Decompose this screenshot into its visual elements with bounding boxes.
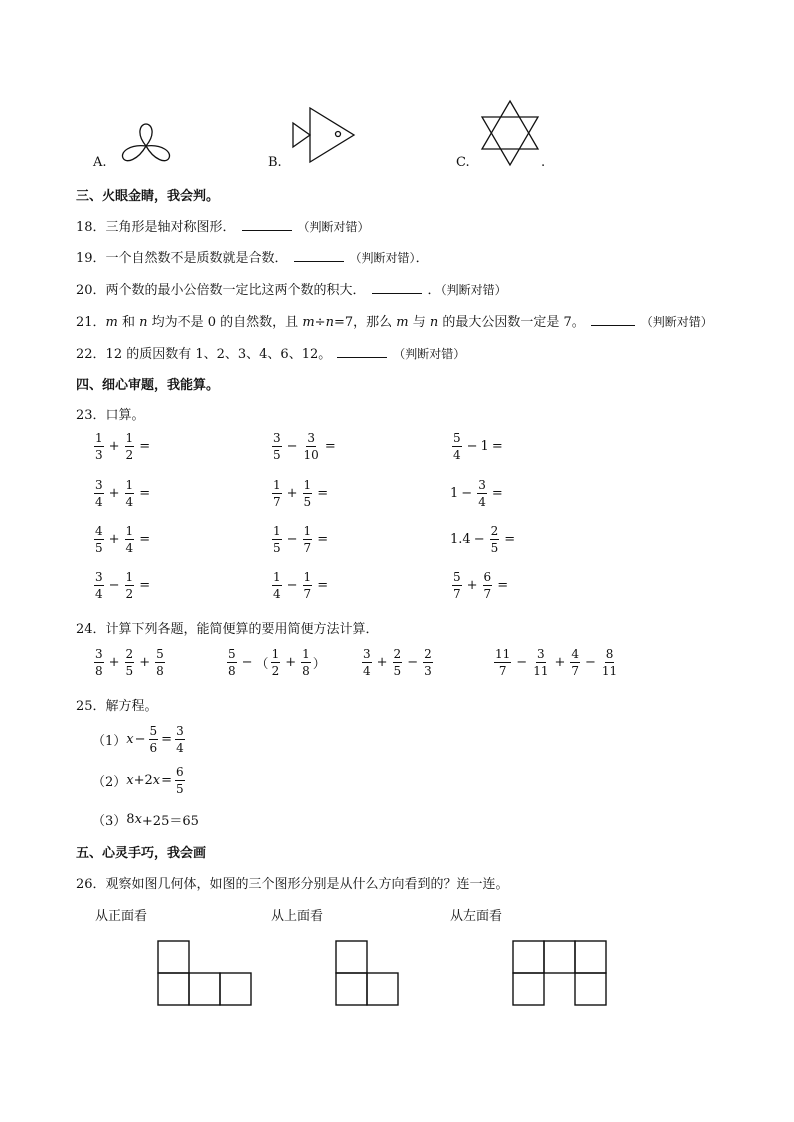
fraction: $\frac{3}{5}$ xyxy=(273,431,281,462)
operator: + xyxy=(286,486,298,501)
question-18 xyxy=(76,216,370,235)
equation-1: （1） x − $\frac{5}{6}$ = $\frac{3}{4}$ xyxy=(92,724,184,755)
fraction: $\frac{6}{7}$ xyxy=(483,570,492,601)
mental-math-item xyxy=(92,571,153,600)
fraction: $\frac{3}{8}$ xyxy=(95,647,103,678)
equals-sign: = xyxy=(317,532,329,547)
option-c-suffix: . xyxy=(541,155,546,170)
fraction: $\frac{1}{5}$ xyxy=(303,478,312,509)
fish-figure xyxy=(290,105,360,165)
leading-number: 1.4 xyxy=(450,532,471,547)
section-5-title: 五、心灵手巧，我会画 xyxy=(76,846,207,861)
var-x: x xyxy=(126,773,134,788)
fraction: $\frac{1}{2}$ xyxy=(271,647,280,678)
var-x: x xyxy=(134,812,142,827)
fraction: $\frac{2}{5}$ xyxy=(490,524,499,555)
view-figure-1 xyxy=(157,940,253,1006)
mental-math-item xyxy=(270,525,331,554)
equals-sign: = xyxy=(497,578,509,593)
equation-label: （3） xyxy=(92,814,127,829)
fraction: $\frac{1}{2}$ xyxy=(125,570,134,601)
q21-with: 与 xyxy=(408,315,430,330)
mental-math-item xyxy=(270,432,339,461)
equals-sign: = xyxy=(317,486,329,501)
var-m: m xyxy=(105,315,118,330)
q24-expression-4: $\frac{11}{7}$ − $\frac{3}{11}$ + $\frac{4}{7}$ − $\frac{8}{11}$ xyxy=(495,647,618,678)
q21-mid: 均为不是 0 的自然数，且 xyxy=(147,315,303,330)
fraction: $\frac{1}{4}$ xyxy=(125,478,134,509)
answer-blank-22[interactable] xyxy=(337,347,387,358)
fraction: $\frac{3}{11}$ xyxy=(533,647,549,678)
judge-hint-20: （判断对错） xyxy=(440,283,507,297)
section-4-title: 四、细心审题，我能算。 xyxy=(76,378,220,393)
fraction: $\frac{1}{2}$ xyxy=(125,431,134,462)
fraction: $\frac{4}{7}$ xyxy=(571,647,580,678)
question-21-number: 21． xyxy=(76,315,106,330)
equation-label: （1） xyxy=(92,734,127,749)
question-24: 24．计算下列各题，能简便算的要用简便方法计算． xyxy=(76,622,379,637)
operator: + xyxy=(108,439,120,454)
equals-sign: = xyxy=(139,439,151,454)
option-a-label: A. xyxy=(93,155,107,170)
operator: − xyxy=(466,439,478,454)
q24-expression-3: $\frac{3}{4}$ + $\frac{2}{5}$ − $\frac{2}{3}$ xyxy=(363,647,432,678)
fraction: $\frac{1}{8}$ xyxy=(302,647,310,678)
fraction: $\frac{5}{6}$ xyxy=(149,724,158,755)
fraction: $\frac{11}{7}$ xyxy=(495,647,511,678)
operator: + xyxy=(108,532,120,547)
equals-sign: = xyxy=(324,439,336,454)
question-19-end: ． xyxy=(415,251,429,266)
question-19 xyxy=(76,247,429,266)
fraction: $\frac{1}{7}$ xyxy=(273,478,281,509)
fraction: $\frac{2}{3}$ xyxy=(424,647,432,678)
view-label-left: 从左面看 xyxy=(450,909,503,924)
equals-sign: = xyxy=(139,486,151,501)
mental-math-item xyxy=(450,432,506,461)
equation-3 xyxy=(92,810,199,829)
option-c-label: C. xyxy=(456,155,470,170)
question-23: 23．口算。 xyxy=(76,408,145,423)
question-18-text: 18．三角形是轴对称图形． xyxy=(76,220,236,235)
operator: − xyxy=(286,578,298,593)
question-22-text: 22．12 的质因数有 1、2、3、4、6、12。 xyxy=(76,347,332,362)
left-paren: （ xyxy=(255,657,269,672)
operator: + xyxy=(466,578,478,593)
question-26: 26．观察如图几何体，如图的三个图形分别是从什么方向看到的？连一连。 xyxy=(76,877,509,892)
operator: − xyxy=(286,439,298,454)
question-19-text: 19．一个自然数不是质数就是合数． xyxy=(76,251,288,266)
question-21 xyxy=(76,311,713,330)
q24-expression-2: $\frac{5}{8}$ − （ $\frac{1}{2}$ + $\frac{1}{8}$ ） xyxy=(228,647,326,678)
fraction: $\frac{5}{4}$ xyxy=(453,431,461,462)
answer-blank-20[interactable] xyxy=(372,283,422,294)
equation-rest: +25＝65 xyxy=(141,814,199,829)
q21-eq: =7，那么 xyxy=(333,315,397,330)
question-20-end: ． xyxy=(427,283,441,298)
judge-hint-18: （判断对错） xyxy=(297,220,370,234)
fraction: $\frac{8}{11}$ xyxy=(601,647,618,678)
fraction: $\frac{4}{5}$ xyxy=(95,524,103,555)
fraction: $\frac{6}{5}$ xyxy=(176,765,184,796)
answer-blank-19[interactable] xyxy=(294,251,344,262)
operator: − xyxy=(286,532,298,547)
equals-sign: = xyxy=(491,439,503,454)
view-label-front: 从正面看 xyxy=(95,909,148,924)
fraction: $\frac{3}{4}$ xyxy=(363,647,371,678)
fraction: $\frac{1}{7}$ xyxy=(303,570,312,601)
operator: − xyxy=(461,486,473,501)
view-figure-2 xyxy=(335,940,401,1006)
operator: − xyxy=(108,578,120,593)
equals-sign: = xyxy=(139,578,151,593)
fraction: $\frac{1}{4}$ xyxy=(273,570,281,601)
operator: + xyxy=(108,486,120,501)
var-n: n xyxy=(139,315,148,330)
var-n: n xyxy=(429,315,439,330)
fraction: $\frac{5}{7}$ xyxy=(453,570,461,601)
var-x: x xyxy=(126,732,134,747)
fraction: $\frac{2}{5}$ xyxy=(125,647,134,678)
q21-tail: 的最大公因数一定是 7。 xyxy=(438,315,585,330)
question-20-text: 20．两个数的最小公倍数一定比这两个数的积大． xyxy=(76,283,366,298)
option-b-label: B. xyxy=(268,155,282,170)
right-paren: ） xyxy=(312,657,326,672)
var-n: n xyxy=(325,315,334,330)
mental-math-item xyxy=(450,479,506,508)
fraction: $\frac{3}{4}$ xyxy=(95,478,103,509)
section-3-title: 三、火眼金睛，我会判。 xyxy=(76,189,220,204)
q21-and: 和 xyxy=(117,315,140,330)
answer-blank-18[interactable] xyxy=(242,220,292,231)
view-figure-3 xyxy=(512,940,608,1006)
judge-hint-19: （判断对错） xyxy=(349,251,416,265)
plus-term: +2 xyxy=(133,773,153,788)
question-22 xyxy=(76,343,465,362)
mental-math-item xyxy=(270,479,331,508)
equals-sign: = xyxy=(139,532,151,547)
q24-expression-1: $\frac{3}{8}$ + $\frac{2}{5}$ + $\frac{5}{8}$ xyxy=(95,647,164,678)
judge-hint-22: （判断对错） xyxy=(393,347,466,361)
star-of-david-figure xyxy=(478,98,542,168)
fraction: $\frac{3}{10}$ xyxy=(303,431,319,462)
fraction: $\frac{5}{8}$ xyxy=(156,647,164,678)
question-20 xyxy=(76,279,507,298)
var-m: m xyxy=(396,315,409,330)
fraction: $\frac{3}{4}$ xyxy=(478,478,486,509)
fraction: $\frac{2}{5}$ xyxy=(393,647,402,678)
fraction: $\frac{3}{4}$ xyxy=(95,570,103,601)
fraction: $\frac{1}{3}$ xyxy=(95,431,103,462)
fraction: $\frac{3}{4}$ xyxy=(176,724,184,755)
mental-math-item xyxy=(450,571,511,600)
fraction: $\frac{5}{8}$ xyxy=(228,647,236,678)
var-x: x xyxy=(152,773,161,788)
question-25: 25．解方程。 xyxy=(76,699,158,714)
equation-2: （2） x +2 x = $\frac{6}{5}$ xyxy=(92,765,184,796)
q21-div: ÷ xyxy=(314,315,326,330)
answer-blank-21[interactable] xyxy=(591,315,635,326)
mental-math-item xyxy=(92,525,153,554)
operator: − xyxy=(473,532,485,547)
equals-sign: = xyxy=(317,578,329,593)
equals-sign: = xyxy=(504,532,516,547)
fraction: $\frac{1}{4}$ xyxy=(125,524,134,555)
var-m: m xyxy=(302,315,315,330)
mental-math-item xyxy=(92,479,153,508)
trefoil-figure xyxy=(116,120,176,170)
coefficient: 8 xyxy=(126,812,135,827)
view-label-top: 从上面看 xyxy=(271,909,324,924)
equation-label: （2） xyxy=(92,775,127,790)
mental-math-item xyxy=(270,571,331,600)
equals-sign: = xyxy=(491,486,503,501)
trailing-number: 1 xyxy=(480,439,489,454)
fraction: $\frac{1}{7}$ xyxy=(303,524,312,555)
leading-number: 1 xyxy=(450,486,459,501)
judge-hint-21: （判断对错） xyxy=(640,315,713,329)
mental-math-item xyxy=(92,432,153,461)
mental-math-item xyxy=(450,525,518,554)
fraction: $\frac{1}{5}$ xyxy=(273,524,281,555)
